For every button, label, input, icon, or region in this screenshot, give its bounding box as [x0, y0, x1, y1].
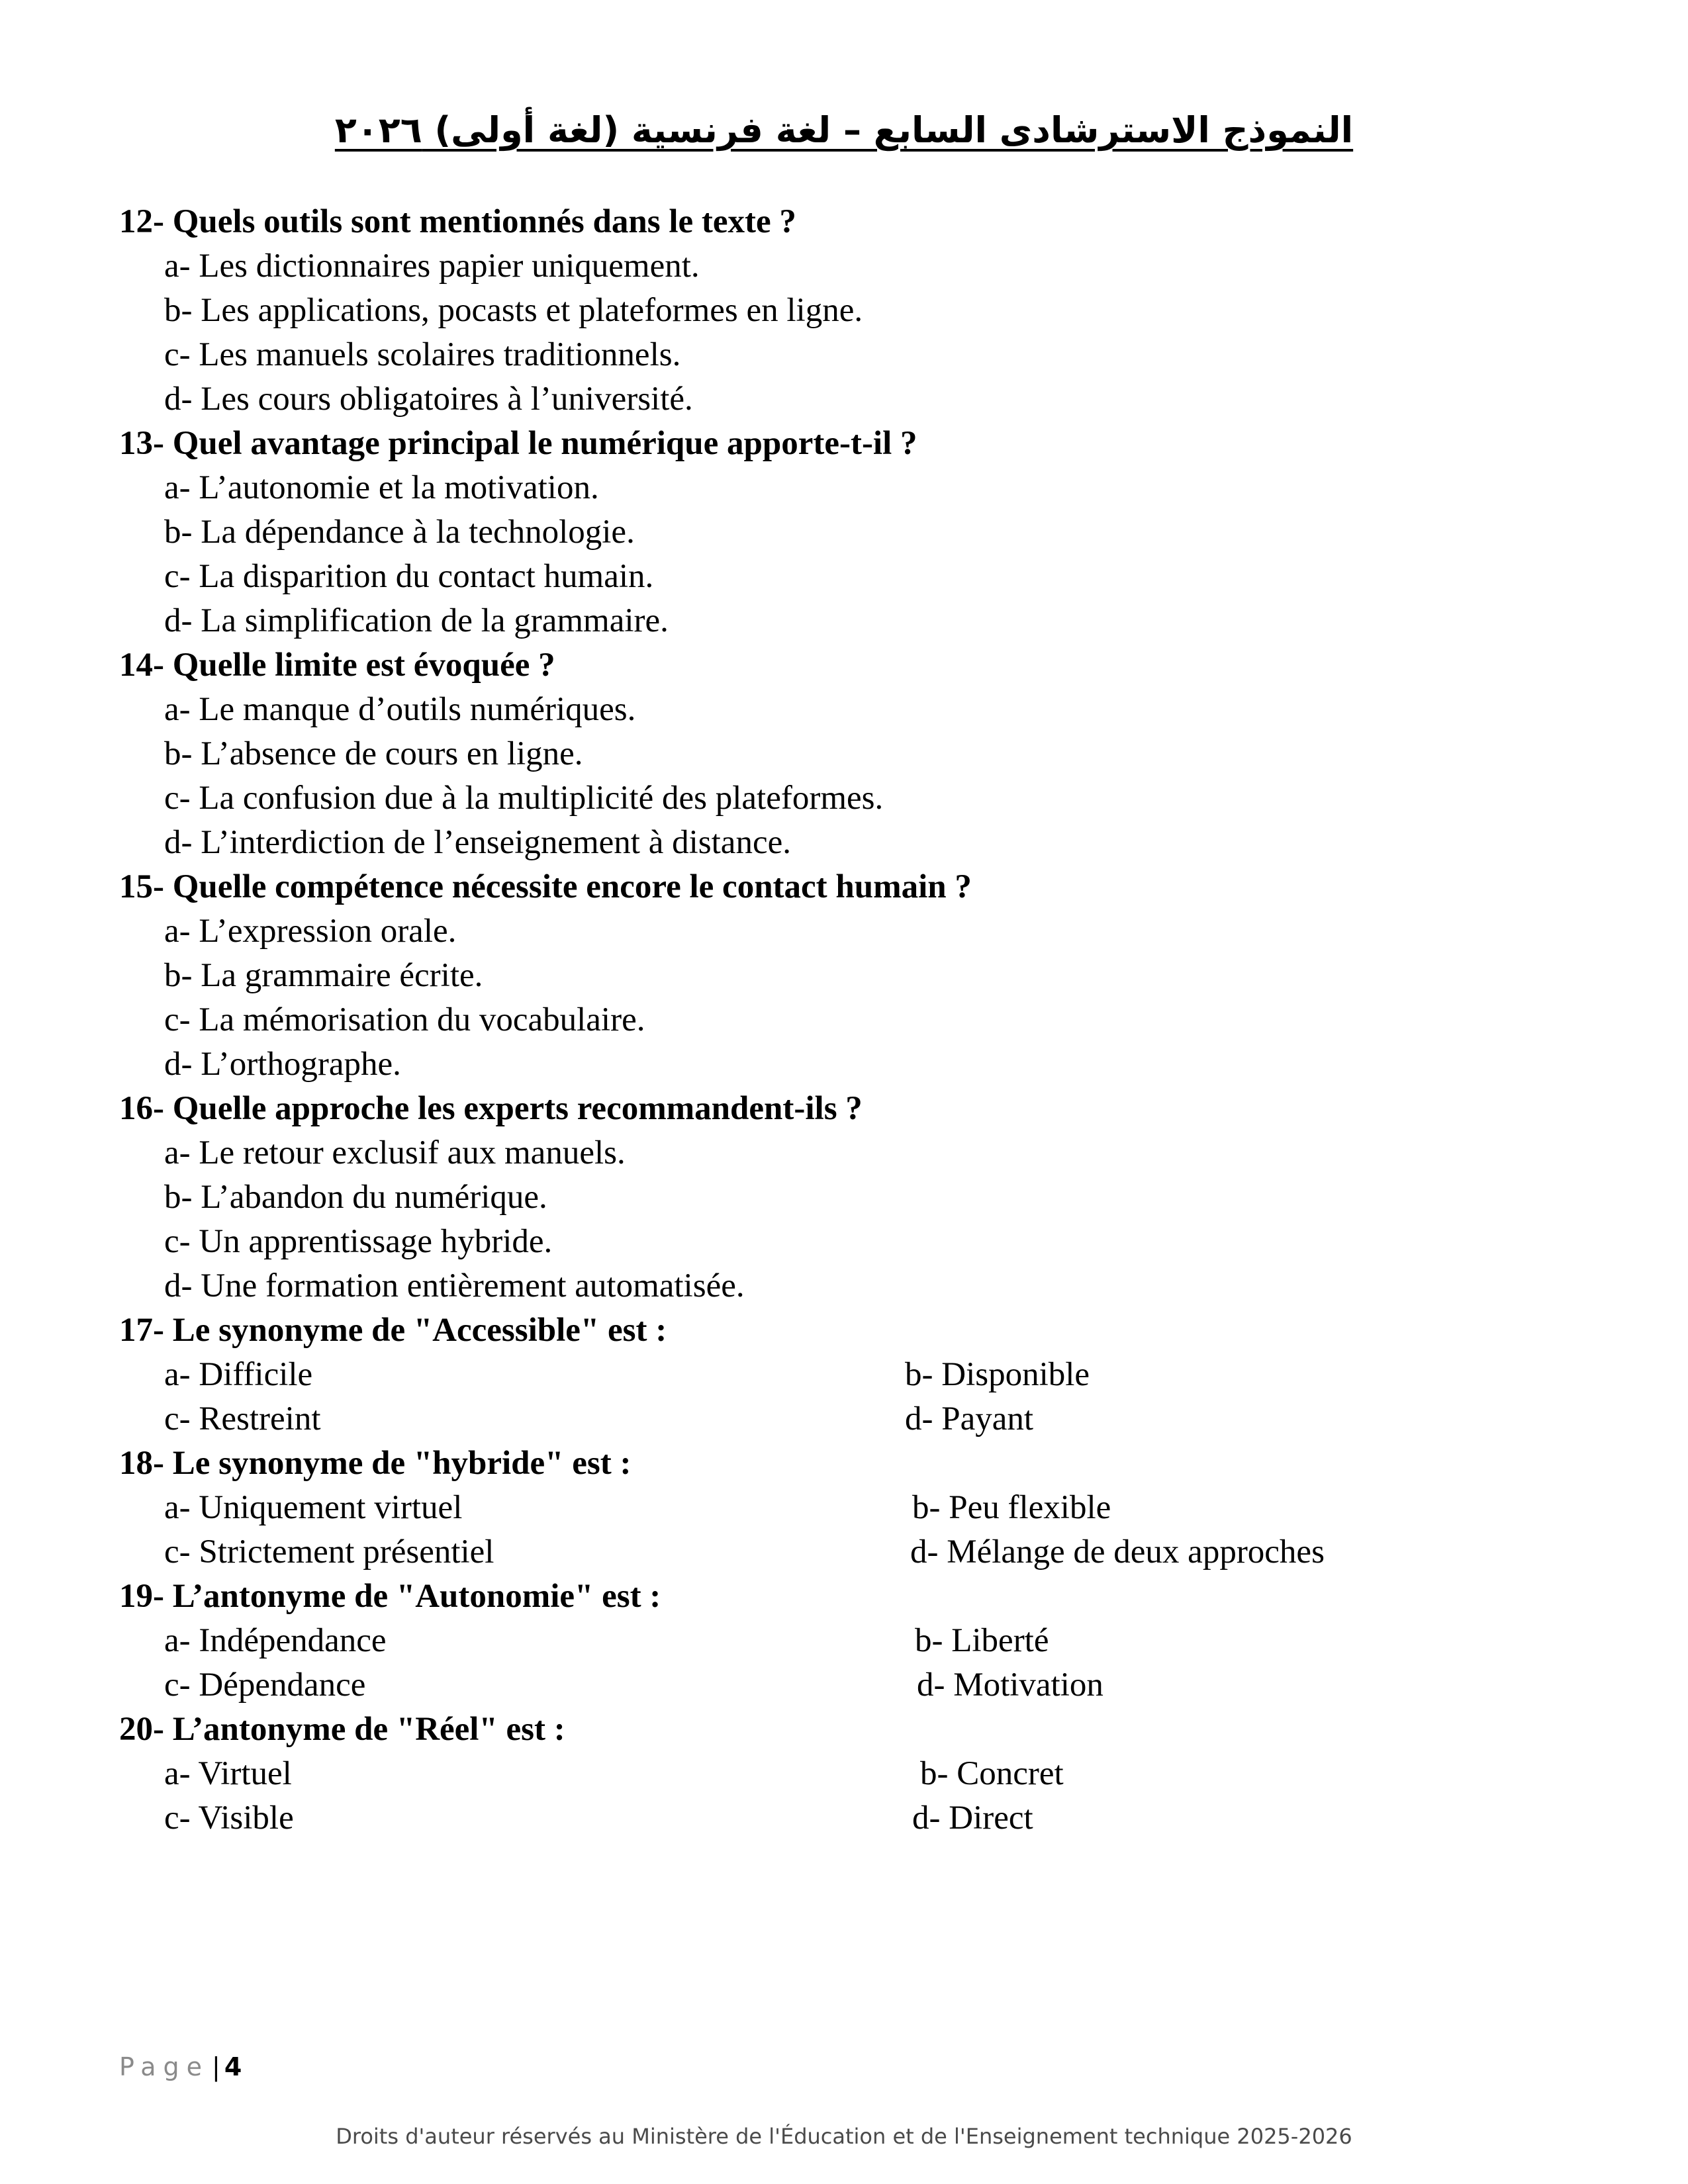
option-13-c: c- La disparition du contact humain. — [164, 558, 654, 595]
question-17: 17- Le synonyme de "Accessible" est : — [119, 1312, 667, 1349]
option-16-d: d- Une formation entièrement automatisée. — [164, 1267, 745, 1304]
question-13: 13- Quel avantage principal le numérique apporte-t-il ? — [119, 425, 917, 462]
option-14-b: b- L’absence de cours en ligne. — [164, 735, 583, 772]
option-12-b: b- Les applications, pocasts et plateformes en ligne. — [164, 292, 863, 329]
option-19-c: c- Dépendance — [164, 1666, 366, 1704]
option-13-b: b- La dépendance à la technologie. — [164, 514, 635, 551]
page-number: 4 — [224, 2052, 242, 2081]
question-15: 15- Quelle compétence nécessite encore le contact humain ? — [119, 868, 972, 905]
option-18-a: a- Uniquement virtuel — [164, 1489, 463, 1526]
option-15-a: a- L’expression orale. — [164, 913, 457, 950]
option-19-a: a- Indépendance — [164, 1622, 387, 1659]
option-15-c: c- La mémorisation du vocabulaire. — [164, 1001, 645, 1038]
option-18-d: d- Mélange de deux approches — [910, 1533, 1325, 1570]
question-18: 18- Le synonyme de "hybride" est : — [119, 1445, 632, 1482]
option-14-c: c- La confusion due à la multiplicité des plateformes. — [164, 780, 884, 817]
question-14: 14- Quelle limite est évoquée ? — [119, 647, 555, 684]
option-17-b: b- Disponible — [905, 1356, 1090, 1393]
option-20-a: a- Virtuel — [164, 1755, 292, 1792]
question-12: 12- Quels outils sont mentionnés dans le texte ? — [119, 203, 796, 240]
option-20-c: c- Visible — [164, 1799, 294, 1837]
option-20-d: d- Direct — [912, 1799, 1033, 1837]
page-title-text: النموذج الاسترشادى السابع – لغة فرنسية (لغة أولى) ٢٠٢٦ — [334, 109, 1354, 151]
option-12-d: d- Les cours obligatoires à l’université. — [164, 381, 693, 418]
option-13-a: a- L’autonomie et la motivation. — [164, 469, 599, 506]
option-20-b: b- Concret — [920, 1755, 1064, 1792]
page-label: Page — [119, 2052, 209, 2081]
footer-separator: | — [212, 2052, 220, 2081]
page-number-footer — [119, 2050, 242, 2083]
option-15-b: b- La grammaire écrite. — [164, 957, 483, 994]
option-13-d: d- La simplification de la grammaire. — [164, 602, 669, 639]
option-18-b: b- Peu flexible — [912, 1489, 1111, 1526]
option-17-c: c- Restreint — [164, 1400, 321, 1437]
option-14-d: d- L’interdiction de l’enseignement à distance. — [164, 824, 791, 861]
copyright-notice: Droits d'auteur réservés au Ministère de l'Éducation et de l'Enseignement technique 2025-2026 — [336, 2124, 1352, 2149]
option-15-d: d- L’orthographe. — [164, 1046, 401, 1083]
option-16-b: b- L’abandon du numérique. — [164, 1179, 547, 1216]
page-title — [0, 107, 1688, 154]
option-17-d: d- Payant — [905, 1400, 1034, 1437]
option-12-a: a- Les dictionnaires papier uniquement. — [164, 248, 700, 285]
option-19-b: b- Liberté — [915, 1622, 1049, 1659]
question-20: 20- L’antonyme de "Réel" est : — [119, 1711, 565, 1748]
question-19: 19- L’antonyme de "Autonomie" est : — [119, 1578, 661, 1615]
option-18-c: c- Strictement présentiel — [164, 1533, 494, 1570]
option-19-d: d- Motivation — [917, 1666, 1103, 1704]
option-14-a: a- Le manque d’outils numériques. — [164, 691, 636, 728]
question-16: 16- Quelle approche les experts recommandent-ils ? — [119, 1090, 863, 1127]
option-16-a: a- Le retour exclusif aux manuels. — [164, 1134, 626, 1171]
option-12-c: c- Les manuels scolaires traditionnels. — [164, 336, 681, 373]
option-17-a: a- Difficile — [164, 1356, 313, 1393]
option-16-c: c- Un apprentissage hybride. — [164, 1223, 553, 1260]
